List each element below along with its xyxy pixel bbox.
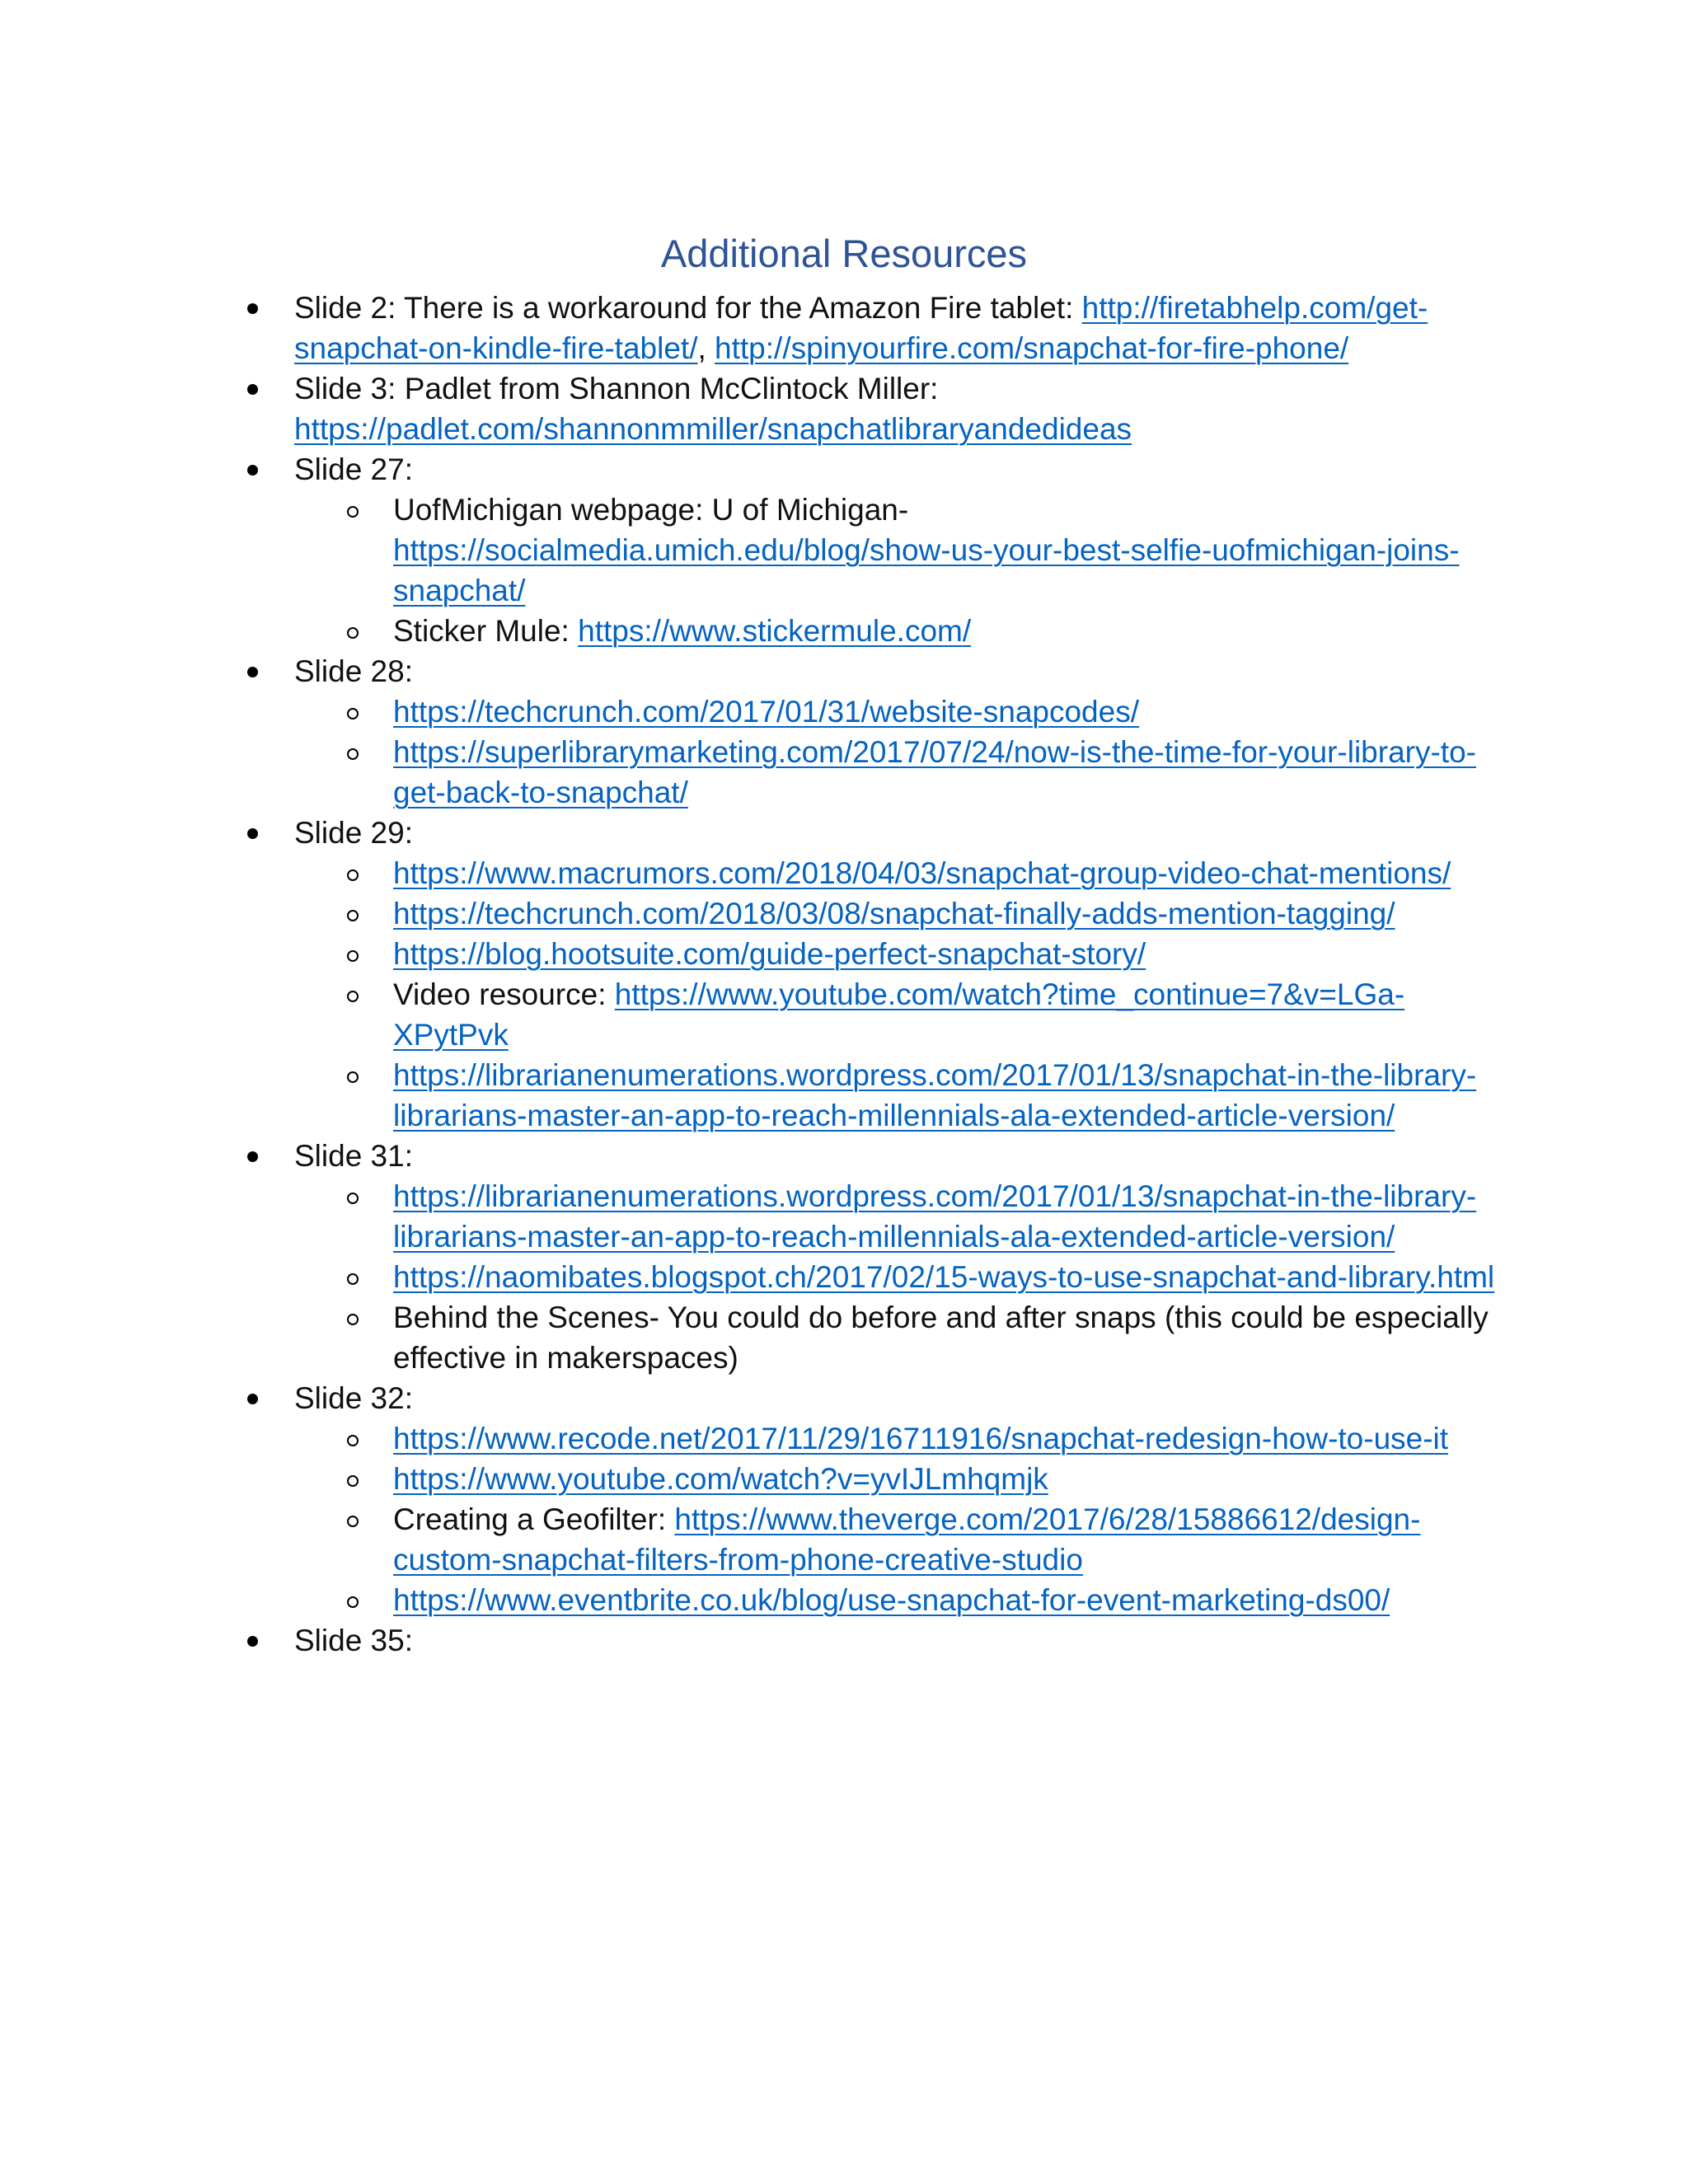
- circle-bullet-icon: [347, 1435, 359, 1446]
- resource-link[interactable]: https://superlibrarymarketing.com/2017/07/24/now-is-the-time-for-your-library-to-get-back-to-snapchat/: [393, 735, 1476, 809]
- circle-bullet-icon: [347, 1273, 359, 1285]
- circle-bullet-icon: [347, 748, 359, 760]
- sub-list-item: [247, 732, 1500, 813]
- link-separator: ,: [697, 331, 715, 365]
- item-label: Slide 3: Padlet from Shannon McClintock Miller:: [294, 372, 939, 405]
- sub-list-item: [247, 974, 1500, 1055]
- item-label: Slide 32:: [294, 1381, 413, 1415]
- sub-list-item: [247, 893, 1500, 934]
- sub-list-item: [247, 490, 1500, 611]
- resource-link[interactable]: https://padlet.com/shannonmmiller/snapchatlibraryandedideas: [294, 412, 1132, 446]
- bullet-icon: [247, 384, 258, 395]
- sub-item-text: Video resource:: [393, 977, 615, 1011]
- resource-link[interactable]: https://naomibates.blogspot.ch/2017/02/15-ways-to-use-snapchat-and-library.html: [393, 1260, 1495, 1294]
- item-label: Slide 31:: [294, 1139, 413, 1173]
- sub-item-text: Behind the Scenes- You could do before and after snaps (this could be especially effective in makerspaces): [393, 1301, 1489, 1375]
- item-label: Slide 35:: [294, 1624, 413, 1657]
- bullet-icon: [247, 303, 258, 314]
- resource-link[interactable]: https://techcrunch.com/2018/03/08/snapchat-finally-adds-mention-tagging/: [393, 897, 1395, 930]
- resource-link[interactable]: https://librarianenumerations.wordpress.com/2017/01/13/snapchat-in-the-library-librarians-master-an-app-to-reach-millennials-ala-extended-article-version/: [393, 1058, 1477, 1132]
- sub-list-item: [247, 1257, 1500, 1297]
- bullet-icon: [247, 667, 258, 677]
- list-item-slide-31: [247, 1136, 1500, 1176]
- sub-item-text: UofMichigan webpage: U of Michigan-: [393, 493, 909, 527]
- sub-list-item: [247, 1499, 1500, 1580]
- resource-link[interactable]: https://blog.hootsuite.com/guide-perfect-snapchat-story/: [393, 937, 1146, 971]
- sub-list-item: [247, 611, 1500, 651]
- bullet-icon: [247, 1151, 258, 1162]
- sub-list-item: [247, 1297, 1500, 1378]
- list-item-slide-29: [247, 813, 1500, 853]
- circle-bullet-icon: [347, 708, 359, 719]
- sub-list-item: [247, 1176, 1500, 1257]
- resource-link[interactable]: https://www.recode.net/2017/11/29/16711916/snapchat-redesign-how-to-use-it: [393, 1422, 1449, 1455]
- bullet-icon: [247, 1394, 258, 1404]
- bullet-icon: [247, 828, 258, 839]
- resource-link[interactable]: https://socialmedia.umich.edu/blog/show-us-your-best-selfie-uofmichigan-joins-snapchat/: [393, 533, 1460, 607]
- sub-list-item: [247, 853, 1500, 893]
- list-item-slide-3: [247, 368, 1500, 449]
- circle-bullet-icon: [347, 1516, 359, 1527]
- resource-link[interactable]: https://www.youtube.com/watch?v=yvIJLmhqmjk: [393, 1462, 1048, 1496]
- bullet-icon: [247, 465, 258, 476]
- page-title: Additional Resources: [660, 232, 1028, 275]
- circle-bullet-icon: [347, 627, 359, 639]
- resource-link[interactable]: https://techcrunch.com/2017/01/31/website-snapcodes/: [393, 695, 1139, 729]
- item-label: Slide 29:: [294, 816, 413, 850]
- sub-item-text: Sticker Mule:: [393, 614, 579, 648]
- sub-item-text: Creating a Geofilter:: [393, 1502, 675, 1536]
- resource-link[interactable]: https://librarianenumerations.wordpress.com/2017/01/13/snapchat-in-the-library-librarians-master-an-app-to-reach-millennials-ala-extended-article-version/: [393, 1179, 1477, 1254]
- sub-list-item: [247, 934, 1500, 974]
- resource-link[interactable]: https://www.macrumors.com/2018/04/03/snapchat-group-video-chat-mentions/: [393, 856, 1451, 890]
- resource-link[interactable]: http://firetabhelp.com/get-snapchat-on-kindle-fire-tablet/: [294, 291, 1428, 365]
- resource-link[interactable]: https://www.stickermule.com/: [578, 614, 972, 648]
- resource-link[interactable]: https://www.theverge.com/2017/6/28/15886612/design-custom-snapchat-filters-from-phone-creative-studio: [393, 1502, 1421, 1577]
- circle-bullet-icon: [347, 506, 359, 518]
- list-item-slide-2: [247, 288, 1500, 368]
- circle-bullet-icon: [347, 1596, 359, 1608]
- resource-list: [247, 288, 1500, 1661]
- resource-link[interactable]: http://spinyourfire.com/snapchat-for-fire-phone/: [715, 331, 1349, 365]
- list-item-slide-27: [247, 449, 1500, 490]
- list-item-slide-35: [247, 1620, 1500, 1661]
- item-label: Slide 2: There is a workaround for the Amazon Fire tablet:: [294, 291, 1082, 325]
- circle-bullet-icon: [347, 910, 359, 921]
- resource-link[interactable]: https://www.eventbrite.co.uk/blog/use-snapchat-for-event-marketing-ds00/: [393, 1583, 1390, 1617]
- circle-bullet-icon: [347, 1193, 359, 1204]
- sub-list-item: [247, 1459, 1500, 1499]
- circle-bullet-icon: [347, 1071, 359, 1083]
- resource-link[interactable]: https://www.youtube.com/watch?time_continue=7&v=LGa-XPytPvk: [393, 977, 1405, 1052]
- circle-bullet-icon: [347, 950, 359, 962]
- sub-list-item: [247, 1055, 1500, 1136]
- circle-bullet-icon: [347, 1314, 359, 1325]
- item-label: Slide 27:: [294, 452, 413, 486]
- list-item-slide-28: [247, 651, 1500, 691]
- bullet-icon: [247, 1636, 258, 1647]
- sub-list-item: [247, 1580, 1500, 1620]
- sub-list-item: [247, 691, 1500, 732]
- sub-list-item: [247, 1418, 1500, 1459]
- list-item-slide-32: [247, 1378, 1500, 1418]
- circle-bullet-icon: [347, 869, 359, 881]
- circle-bullet-icon: [347, 1475, 359, 1487]
- circle-bullet-icon: [347, 991, 359, 1002]
- item-label: Slide 28:: [294, 654, 413, 688]
